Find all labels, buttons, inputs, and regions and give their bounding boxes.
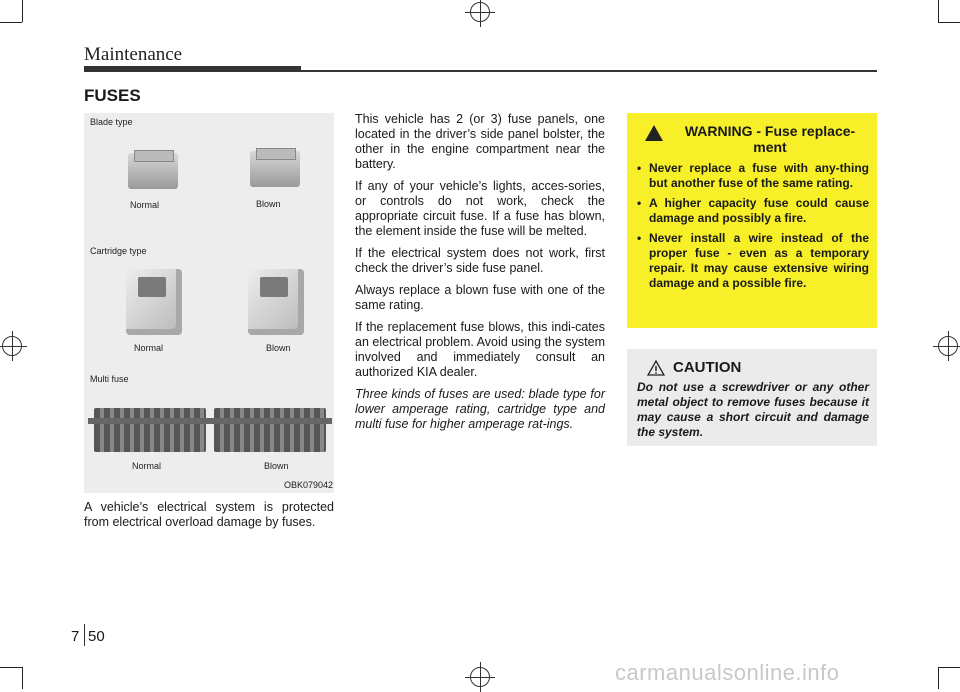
caution-title: CAUTION <box>673 359 742 376</box>
fuse-figure <box>84 113 334 493</box>
crop-mark <box>938 667 960 668</box>
crop-mark <box>938 0 939 22</box>
body-column <box>355 112 605 439</box>
section-title: FUSES <box>84 86 141 105</box>
fuse-types-note: Three kinds of fuses are used: blade type for lower amperage rating, cartridge type and multi fuse for higher amperage rat-ings. <box>355 387 605 431</box>
crop-mark <box>22 667 23 689</box>
blade-fuse-normal-image <box>128 153 178 189</box>
blade-type-label: Blade type <box>90 117 133 127</box>
blade-fuse-blown-image <box>250 151 300 187</box>
cartridge-type-label: Cartridge type <box>90 246 147 256</box>
warning-item: • Never replace a fuse with any-thing but another fuse of the same rating. <box>637 161 869 191</box>
crop-mark <box>938 667 939 689</box>
cartridge-fuse-normal-image <box>126 269 182 335</box>
warning-title: WARNING - Fuse replace-ment <box>684 123 856 155</box>
multi-fuse-blown-image <box>214 408 326 452</box>
header-rule <box>301 70 877 72</box>
footer-divider <box>84 624 85 646</box>
blade-normal-label: Normal <box>130 200 160 210</box>
header-bar <box>84 66 301 72</box>
paragraph: This vehicle has 2 (or 3) fuse panels, one located in the driver’s side panel bolster, the other in the engine compartment near the battery. <box>355 112 605 171</box>
blade-blown-label: Blown <box>256 199 281 209</box>
cartridge-normal-label: Normal <box>134 343 164 353</box>
crop-mark <box>22 0 23 22</box>
paragraph: If the replacement fuse blows, this indi-cates an electrical problem. Avoid using the system involved and immediately consult an authorized KIA dealer. <box>355 320 605 379</box>
registration-mark-icon <box>470 2 490 22</box>
multi-fuse-label: Multi fuse <box>90 374 129 384</box>
cartridge-fuse-blown-image <box>248 269 304 335</box>
warning-item: • A higher capacity fuse could cause damage and possibly a fire. <box>637 196 869 226</box>
watermark: carmanualsonline.info <box>615 660 840 685</box>
caution-triangle-icon <box>647 360 665 376</box>
paragraph: Always replace a blown fuse with one of the same rating. <box>355 283 605 312</box>
multi-fuse-normal-image <box>94 408 206 452</box>
registration-mark-icon <box>2 336 22 356</box>
figure-code: OBK079042 <box>284 480 334 490</box>
multi-blown-label: Blown <box>264 461 289 471</box>
crop-mark <box>938 22 960 23</box>
warning-triangle-icon <box>645 125 663 141</box>
crop-mark <box>0 667 22 668</box>
paragraph: If any of your vehicle’s lights, acces-sories, or controls do not work, check the appropriate circuit fuse. If a fuse has blown, the element inside the fuse will be melted. <box>355 179 605 238</box>
warning-box <box>627 113 877 328</box>
crop-mark <box>0 22 22 23</box>
cartridge-blown-label: Blown <box>266 343 291 353</box>
intro-paragraph: A vehicle’s electrical system is protected from electrical overload damage by fuses. <box>84 500 334 529</box>
registration-mark-icon <box>470 667 490 687</box>
page-number: 50 <box>88 628 105 645</box>
paragraph: If the electrical system does not work, first check the driver’s side fuse panel. <box>355 246 605 275</box>
caution-box <box>627 349 877 446</box>
caution-text: Do not use a screwdriver or any other metal object to remove fuses because it may cause a short circuit and damage the system. <box>637 380 869 439</box>
warning-item: • Never install a wire instead of the proper fuse - even as a temporary repair. It may cause extensive wiring damage and a possible fire. <box>637 231 869 291</box>
chapter-number: 7 <box>71 628 80 645</box>
running-header: Maintenance <box>84 44 183 65</box>
multi-normal-label: Normal <box>132 461 162 471</box>
registration-mark-icon <box>938 336 958 356</box>
